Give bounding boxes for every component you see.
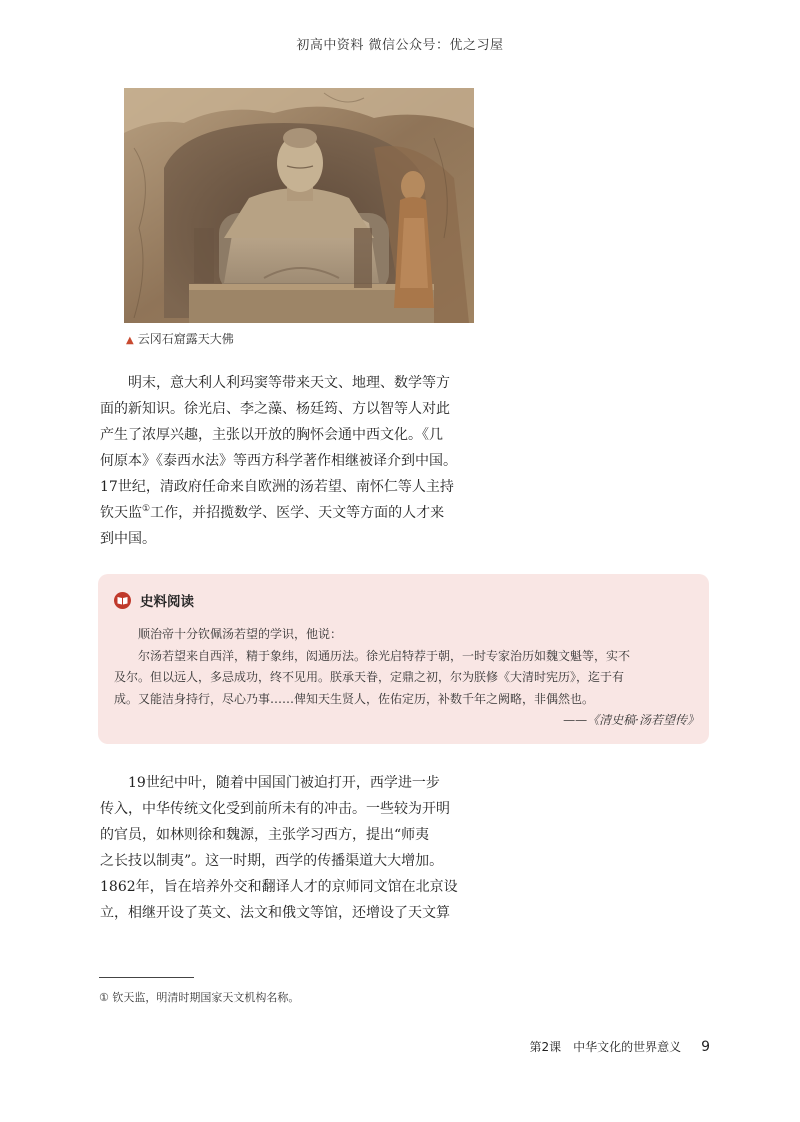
reading-line: 顺治帝十分钦佩汤若望的学识，他说： xyxy=(138,627,343,641)
paragraph-line: 明末，意大利人利玛窦等带来天文、地理、数学等方 xyxy=(128,375,450,391)
reading-line: 尔汤若望来自西洋，精于象纬，闳通历法。徐光启特荐于朝，一时专家治历如魏文魁等，实不 xyxy=(138,648,631,663)
paragraph-line: 之长技以制夷”。这一时期，西学的传播渠道大大增加。 xyxy=(100,853,444,869)
paragraph-19th-century xyxy=(100,770,500,926)
reading-title-text: 史料阅读 xyxy=(140,594,194,610)
reading-line: 成。又能洁身持行，尽心乃事……俾知天生贤人，佐佑定历，补数千年之阙略，非偶然也。 xyxy=(114,691,595,706)
paragraph-line: 面的新知识。徐光启、李之藻、杨廷筠、方以智等人对此 xyxy=(100,401,450,417)
paragraph-line: 17世纪，清政府任命来自欧洲的汤若望、南怀仁等人主持 xyxy=(100,479,454,495)
page-footer xyxy=(529,1038,710,1055)
footnote-divider xyxy=(99,977,194,978)
footnote: ① 钦天监，明清时期国家天文机构名称。 xyxy=(99,991,300,1004)
paragraph-line: 立，相继开设了英文、法文和俄文等馆，还增设了天文算 xyxy=(100,905,450,921)
qintianjian-term: 钦天监 xyxy=(100,505,142,521)
figure-caption xyxy=(126,330,234,347)
page-header: 初高中资料 微信公众号：优之习屋 xyxy=(296,38,504,53)
reading-line: 及尔。但以远人，多忌成功，终不见用。朕承天眷，定鼎之初，尔为朕修《大清时宪历》，迄于有 xyxy=(114,670,625,684)
paragraph-line: 到中国。 xyxy=(100,531,156,547)
page-number: 9 xyxy=(701,1039,710,1055)
triangle-marker-icon: ▲ xyxy=(126,335,134,346)
paragraph-ming-qing xyxy=(100,370,500,552)
paragraph-line: 的官员，如林则徐和魏源，主张学习西方，提出“师夷 xyxy=(100,827,430,843)
paragraph-line: 19世纪中叶，随着中国国门被迫打开，西学进一步 xyxy=(128,775,440,791)
yungang-buddha-photo xyxy=(124,88,474,323)
reading-title xyxy=(114,590,194,610)
lesson-title: 第2课 中华文化的世界意义 xyxy=(529,1040,682,1054)
paragraph-line xyxy=(100,500,500,526)
paragraph-line: 产生了浓厚兴趣，主张以开放的胸怀会通中西文化。《几 xyxy=(100,427,443,443)
historical-reading-box xyxy=(98,574,709,744)
reading-source: ——《清史稿·汤若望传》 xyxy=(563,713,699,727)
book-icon xyxy=(114,592,131,609)
reading-body xyxy=(114,624,699,732)
paragraph-line-rest: 工作，并招揽数学、医学、天文等方面的人才来 xyxy=(150,505,445,521)
figure-caption-text: 云冈石窟露天大佛 xyxy=(137,332,234,346)
paragraph-line: 1862年，旨在培养外交和翻译人才的京师同文馆在北京设 xyxy=(100,879,458,895)
paragraph-line: 何原本》《泰西水法》等西方科学著作相继被译介到中国。 xyxy=(100,453,457,469)
footnote-marker[interactable]: ① xyxy=(142,504,151,514)
paragraph-line: 传入，中华传统文化受到前所未有的冲击。一些较为开明 xyxy=(100,801,450,817)
